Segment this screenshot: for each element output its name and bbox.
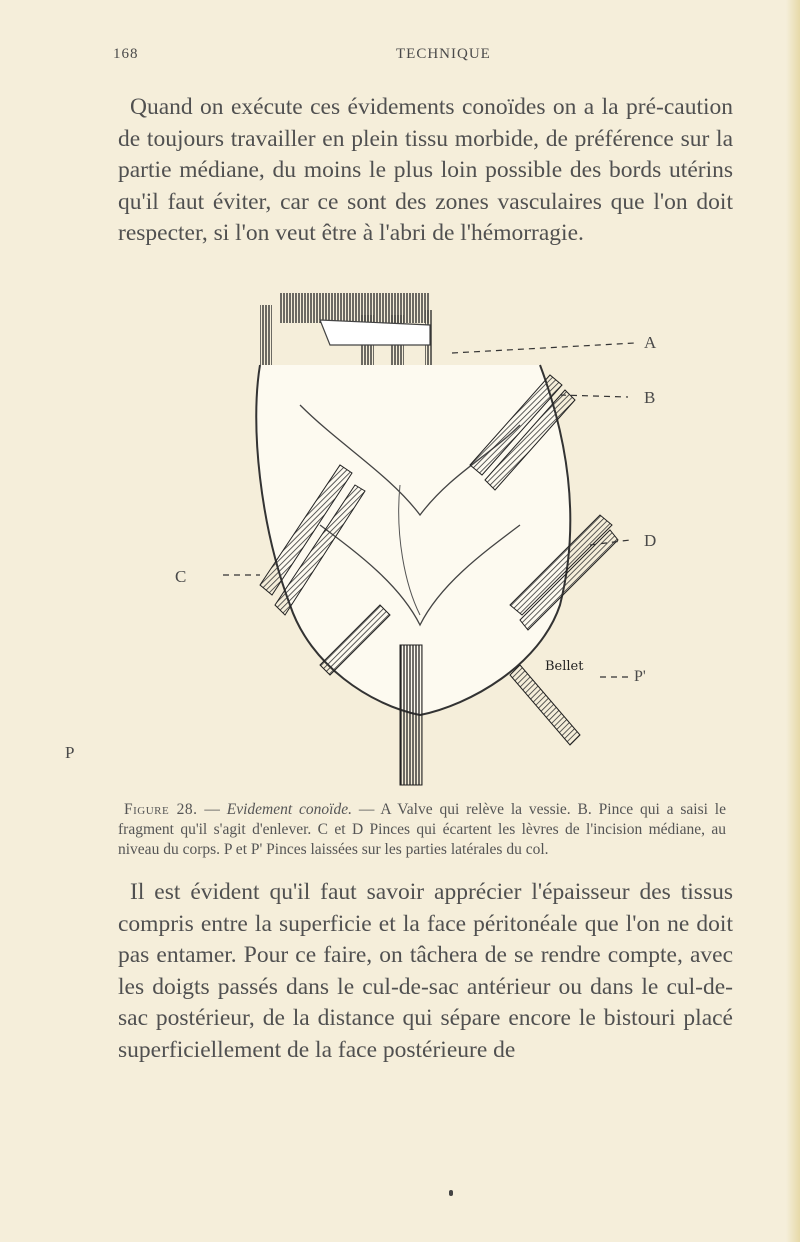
running-title: TECHNIQUE [396,46,491,62]
caption-label: Figure 28. [124,801,198,818]
paragraph-2: Il est évident qu'il faut savoir apprécier l'épaisseur des tissus compris entre la superficie et la face péritonéale que l'on ne doit pas entamer. Pour ce faire, on tâchera de se rendre compte, avec les doigts passés dans le cul-de-sac antérieur ou dans le cul-de-sac postérieur, de la distance qui sépare encore le bistouri placé superficiellement de la face postérieure de [118,879,733,1063]
caption-dash: — [197,801,227,818]
artist-signature: Bellet [545,659,584,674]
forceps-p-prime [510,665,580,745]
figure-28 [65,285,720,790]
caption-text: — A Valve qui relève la vessie. B. Pince qui a saisi le fragment qu'il s'agit d'enlever. C et D Pinces qui écartent les lèvres de l'incision médiane, au niveau du corps. P et P' Pinces laissées sur les parties latérales du col. [118,801,726,858]
label-c: C [175,567,187,586]
page-mark [449,1190,453,1196]
label-p: P [65,743,75,762]
page-header [113,46,713,70]
label-p-prime: P' [634,668,646,685]
label-a: A [644,333,657,352]
page-number: 168 [113,46,139,62]
caption-title: Evidement conoïde. [226,801,352,818]
label-b: B [644,388,656,407]
page-edge-shade [786,0,800,1242]
figure-caption [118,800,726,859]
label-d: D [644,531,657,550]
paragraph-1: Quand on exécute ces évidements conoïdes on a la pré-caution de toujours travailler en plein tissu morbide, de préférence sur la partie médiane, du moins le plus loin possible des bords utérins qu'il faut éviter, car ce sont des zones vasculaires que l'on doit respecter, si l'on veut être à l'abri de l'hémorragie. [118,94,733,247]
